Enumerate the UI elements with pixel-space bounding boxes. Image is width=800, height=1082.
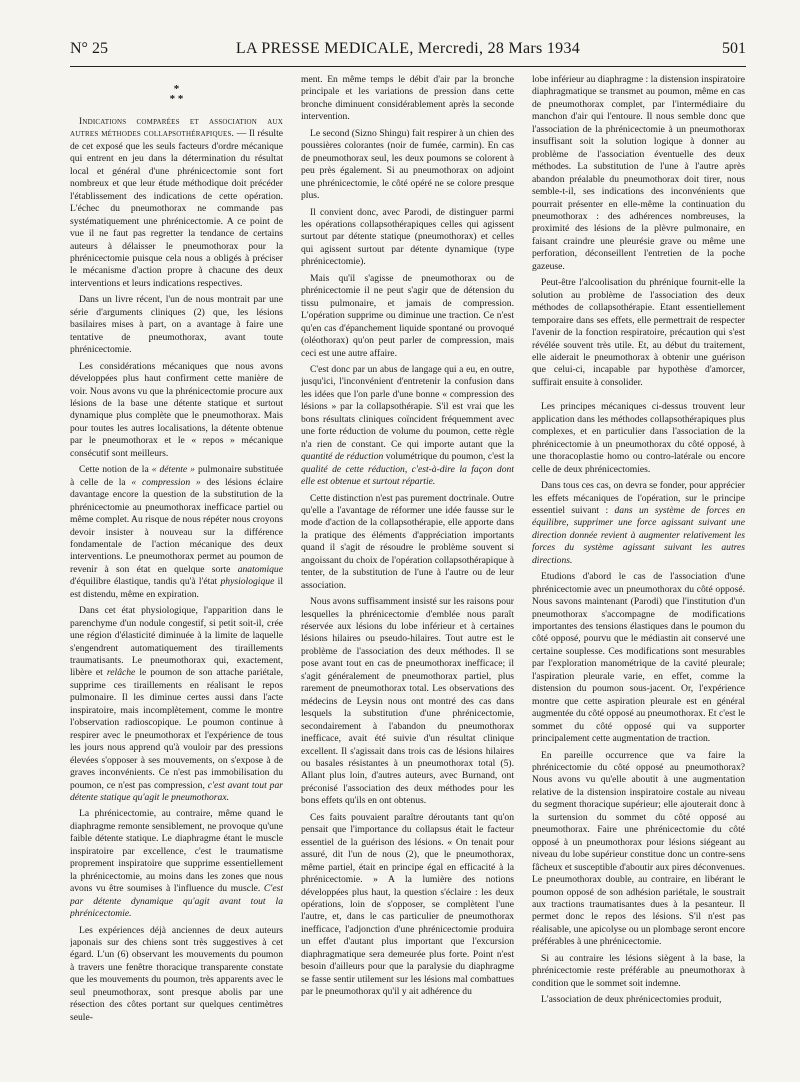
paragraph: Mais qu'il s'agisse de pneumothorax ou de phrénicectomie il ne peut s'agir que de détension du tissu pulmonaire, et jamais de compression. L'opération supprime ou diminue une traction. Ce n'est qu'en cas d'épanchement liquide spontané ou provoqué (oléothorax) qu'on peut parler de compression, mais ceci est une autre affaire. (301, 272, 514, 359)
paragraph (70, 116, 283, 290)
emphasis-text: quantité de réduction (301, 451, 384, 463)
paragraph (70, 808, 283, 920)
section-stars (70, 84, 283, 104)
paragraph (301, 364, 514, 489)
paragraph-text: d'équilibre élastique, tandis qu'à l'état (70, 576, 221, 588)
header-rule (70, 66, 746, 67)
paragraph (532, 480, 745, 567)
paragraph: Il convient donc, avec Parodi, de distinguer parmi les opérations collapsothérapiques celles qui agissent surtout par détente statique (pneumothorax) et celles qui agissent surtout par détente dynamique (type phrénicectomie). (301, 206, 514, 268)
paragraph-text: La phrénicectomie, au contraire, même quand le diaphragme remonte sensiblement, ne provoque qu'une faible détente statique. Le diaphragme étant le muscle inspiratoire par excellence, c'est le traumatisme proprement inspiratoire que supprime essentiellement la phrénicectomie, au moins dans les zones que nous avons vu être soumises à l'influence du muscle. (70, 808, 283, 895)
page-header (70, 40, 746, 64)
paragraph-text: le poumon de son attache pariétale, supprime ces tiraillements en réalisant le repos pulmonaire. Il les diminue certes aussi dans l'acte inspiratoire, mais incomplètement, comme le montre l'observation radioscopique. Le poumon continue à respirer avec le pneumothorax et l'expérience de tous les jours nous apprend qu'à vouloir par des pressions élevées s'opposer à ses mouvements, on s'expose à de graves inconvénients. Ce n'est pas immobilisation du poumon, ce n'est pas compression, (70, 667, 283, 791)
paragraph: En pareille occurrence que va faire la phrénicectomie du côté opposé au pneumothorax? Nous avons vu qu'elle aboutit à une augmentation relative de la distension inspiratoire costale au niveau du segment thoracique supérieur; elle ajouterait donc à la surtension du sommet du côté opposé au pneumothorax. Faire une phrénicectomie du côté opposé à un pneumothorax pour lésions siégeant au niveau du lobe supérieur constitue donc un contre-sens fâcheux et susceptible d'aboutir aux pires déconvenues. Le pneumothorax double, au contraire, en libérant le poumon opposé de son adhésion pariétale, le soustrait aux tractions traumatisantes dues à la pesanteur. Il permet donc le repos des lésions. S'il n'est pas réalisable, une apicolyse ou un plombage seront encore préférables à une phrénicectomie. (532, 749, 745, 948)
paragraph: Peut-être l'alcoolisation du phrénique fournit-elle la solution au problème de l'association des deux méthodes de collapsothérapie. Etant essentiellement temporaire dans ses effets, elle permettrait de respecter l'avenir de la fonction respiratoire, précaution qui s'est révélée souvent très utile. Et, au début du traitement, elle aiderait le pneumothorax à obtenir une guérison que celui-ci, incapable par hypothèse d'amorcer, suffirait ensuite à consolider. (532, 277, 745, 388)
column-3 (532, 74, 745, 1074)
paragraph: L'association de deux phrénicectomies produit, (541, 994, 722, 1006)
star-top: * (173, 83, 180, 95)
paragraph: Nous avons suffisamment insisté sur les raisons pour lesquelles la phrénicectomie d'emblée nous paraît réservée aux lésions du lobe inférieur et à certaines lésions hilaires ou pseudo-hilaires. Tout autre est le problème de l'association des deux méthodes. Il se pose avant tout en cas de pneumothorax inefficace; il s'agit généralement de pneumothorax partiel, plus rarement de pneumothorax total. Les observations des médecins de Leysin nous ont montré des cas dans lesquels la substitution d'une phrénicectomie, secondairement à l'abandon du pneumothorax inefficace, avait été suivie d'un résultat clinique excellent. Il s'agissait dans trois cas de lésions hilaires ou basales résistantes à un pneumothorax total (5). Allant plus loin, d'autres auteurs, avec Burnand, ont préconisé l'association des deux méthodes pour les bons effets qu'ils en ont obtenus. (301, 596, 514, 807)
emphasis-text: C'est par détente dynamique qu'agit avant tout la phrénicectomie. (70, 883, 283, 920)
paragraph: Les considérations mécaniques que nous avons développées plus haut confirment cette manière de voir. Nous avons vu que la phrénicectomie procure aux lésions de la base une détente statique et surtout dynamique plus complète que le pneumothorax. Mais pour toutes les autres localisations, la détente obtenue par le pneumothorax et le « repos » mécanique consécutif sont meilleurs. (70, 360, 283, 459)
publication-title: LA PRESSE MEDICALE, Mercredi, 28 Mars 1934 (235, 40, 581, 57)
emphasis-text: « compression » (131, 476, 201, 488)
emphasis-text: physiologique (220, 576, 275, 588)
page-number: 501 (722, 40, 746, 57)
paragraph: Cette distinction n'est pas purement doctrinale. Outre qu'elle a l'avantage de réformer une idée fausse sur le mode d'action de la collapsothérapie, elle apporte dans la pratique des éléments d'appréciation importants quand il s'agit de résoudre le problème souvent si angoissant du choix de l'opération collapsothérapique à tenter, de la substitution de l'une à l'autre ou de leur association. (301, 492, 514, 591)
paragraph: ment. En même temps le débit d'air par la bronche principale et les variations de pression dans cette bronche diminuent considérablement après la seconde intervention. (301, 74, 514, 123)
emphasis-text: « détente » (151, 464, 195, 476)
paragraph-text: — Il résulte de cet exposé que les seuls facteurs d'ordre mécanique qui entrent en jeu dans la détermination du résultat local et général d'une phrénicectomie sont fort nombreux et que leur étude méthodique doit précéder l'établissement des indications de cette opération. L'échec du pneumothorax ne commande pas systématiquement une phrénicectomie. A ce point de vue il ne faut pas regretter la tendance de certains auteurs à délaisser le pneumothorax pour la phrénicectomie puisque cela nous a obligés à préciser le mécanisme d'action propre à chacune des deux interventions et leurs indications respectives. (70, 128, 283, 289)
paragraph: Si au contraire les lésions siègent à la base, la phrénicectomie reste préférable au pneumothorax à condition que le sommet soit indemne. (532, 952, 745, 989)
paragraph-text: Cette notion de la (79, 464, 152, 476)
paragraph: Ces faits pouvaient paraître déroutants tant qu'on pensait que l'importance du collapsus était le facteur essentiel de la guérison des lésions. « On tenait pour assuré, dit l'un de nous (2), que le pneumothorax, même partiel, était en principe égal en efficacité à la phrénicectomie. » A la lumière des notions développées plus haut, la question s'éclaire : les deux opérations, loin de s'opposer, se complètent l'une l'autre, et, dans le cas particulier de pneumothorax inefficace, l'adjonction d'une phrénicectomie produira un effet d'autant plus important que l'excursion diaphragmatique sera demeurée plus forte. Point n'est besoin d'ailleurs pour que la paralysie du diaphragme se fasse sentir utilement sur les lésions mal combattues par le pneumothorax qu'il y ait adhérence du (301, 811, 514, 998)
paragraph (70, 605, 283, 804)
article-columns (70, 74, 746, 1074)
paragraph: Dans un livre récent, l'un de nous montrait par une série d'arguments cliniques (2) que, les lésions basilaires mises à part, on a avantage à faire une tentative de pneumothorax, avant toute phrénicectomie. (70, 294, 283, 356)
paragraph-text: il est distendu, même en expiration. (70, 576, 283, 600)
issue-number: N° 25 (70, 40, 108, 57)
paragraph: lobe inférieur au diaphragme : la distension inspiratoire diaphragmatique se transmet au poumon, même en cas de pneumothorax complet, par l'intermédiaire du manchon d'air qui l'entoure. Il nous semble donc que l'association de la phrénicectomie à un pneumothorax insuffisant soit la solution logique à donner au problème de l'association éventuelle des deux méthodes. La substitution de l'une à l'autre après abandon préalable du pneumothorax doit tirer, nous semble-t-il, ses indications des inconvénients que pourrait présenter en elle-même la continuation du pneumothorax : des adhérences nombreuses, la proximité des lésions de la plèvre pulmonaire, en faisant craindre une pleurésie grave ou même une perforation, déconseillent l'entretien de la poche gazeuse. (532, 74, 745, 272)
emphasis-text: c'est avant tout par détente statique qu'agit le pneumothorax. (70, 779, 283, 804)
paragraph: Le second (Sizno Shingu) fait respirer à un chien des poussières colorantes (noir de fumée, carmin). En cas de pneumothorax seul, les deux poumons se colorent à peu près également. Si au pneumothorax on adjoint une phrénicectomie, le côté opéré ne se colore presque plus. (301, 127, 514, 202)
paragraph: Etudions d'abord le cas de l'association d'une phrénicectomie avec un pneumothorax du côté opposé. Nous savons maintenant (Parodi) que l'institution d'un pneumothorax s'accompagne de modifications importantes des tensions élastiques dans le poumon du côté opposé, pourvu que le médiastin ait conservé une certaine souplesse. Ces modifications sont mesurables par l'exploration manométrique de la cavité pleurale; l'aspiration pleurale varie, en effet, comme la distension du poumon sous-jacent. Or, l'expérience montre que cette aspiration pleurale est en général augmentée du côté opposé au pneumothorax. Et c'est le sommet du côté opposé qui va supporter principalement cette augmentation de traction. (532, 571, 745, 745)
paragraph-text: C'est donc par un abus de langage qui a eu, en outre, jusqu'ici, l'inconvénient d'entretenir la confusion dans les idées que l'on parle d'une bonne « compression des lésions » par la collapsothérapie. S'il est vrai que les bons résultats cliniques coïncident fréquemment avec une forte réduction de volume du poumon, cette règle n'a rien de constant. Ce qui importe autant que la (301, 363, 514, 450)
paragraph-text: Dans cet état physiologique, l'apparition dans le parenchyme d'un nodule congestif, si petit soit-il, crée une région d'élasticité diminuée à la limite de laquelle s'engendrent automatiquement des tiraillements traumatisants. Le pneumothorax qui, exactement, libère et (70, 605, 283, 679)
paragraph (70, 464, 283, 601)
paragraph: Les principes mécaniques ci-dessus trouvent leur application dans les méthodes collapsothérapiques plus complexes, et en particulier dans l'association de la phrénicectomie à un pneumothorax du côté opposé, à une thoracoplastie homo ou contro-latérale ou encore celle de deux phrénicectomies. (532, 401, 745, 475)
paragraph-text: des lésions éclaire davantage encore la question de la substitution de la phrénicectomie au pneumothorax inefficace partiel ou même complet. Au risque de nous répéter nous croyons devoir insister à nouveau sur la différence fondamentale de l'action mécanique des deux interventions. Le pneumothorax permet au poumon de revenir à son état en quelque sorte (70, 476, 283, 575)
column-2 (301, 74, 514, 1074)
emphasis-text: qualité de cette réduction, c'est-à-dire la façon dont elle est obtenue et surtout répartie. (301, 463, 514, 488)
paragraph-text: volumétrique du poumon, c'est la (383, 451, 514, 463)
emphasis-text: relâche (106, 667, 136, 679)
emphasis-text: anatomique (237, 563, 283, 575)
paragraph-text: pulmonaire substituée à celle de la (70, 464, 283, 488)
star-bottom: * * (169, 93, 184, 105)
column-1 (70, 74, 283, 1074)
paragraph: Les expériences déjà anciennes de deux auteurs japonais sur des chiens sont très suggestives à cet égard. L'un (6) observant les mouvements du poumon à travers une fenêtre thoracique transparente constate que les mouvements du poumon, très apparents avec le seul pneumothorax, sont presque abolis par une résection des côtes portant sur quelques centimètres seule- (70, 924, 283, 1023)
emphasis-text: dans un système de forces en équilibre, supprimer une force agissant suivant une direction donnée revient à augmenter relativement les forces du système agissant suivant les autres directions. (532, 504, 745, 566)
paragraph-text: Dans tous ces cas, on devra se fonder, pour apprécier les effets mécaniques de l'opération, sur le principe essentiel suivant : (532, 480, 745, 516)
section-heading: Indications comparées et association aux autres méthodes collapsothérapiques. (70, 116, 283, 140)
